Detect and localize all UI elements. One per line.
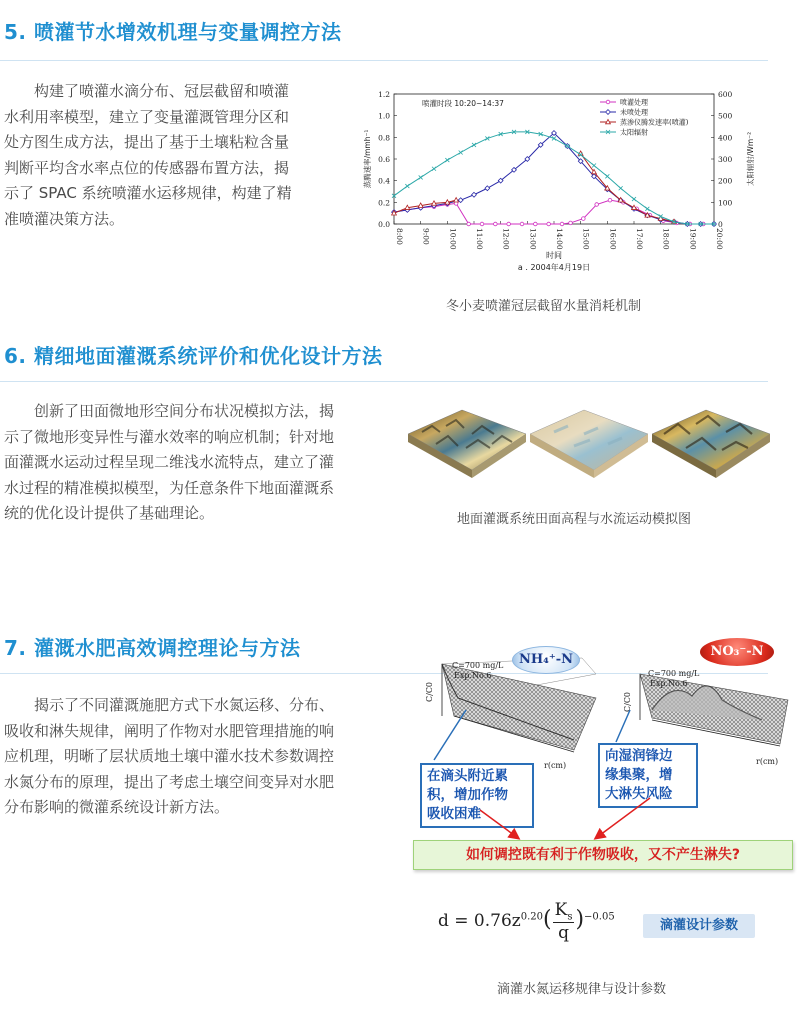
data-point: [547, 222, 551, 226]
x-axis-label: 时间: [546, 251, 562, 260]
axis-c-label: C/C0: [425, 681, 434, 702]
legend-label: 喷灌处理: [620, 98, 648, 107]
callout-line: 吸收困难: [427, 806, 481, 822]
legend-label: 未喷处理: [620, 108, 648, 117]
data-point: [432, 167, 436, 171]
arrow-icon: [616, 710, 630, 742]
x-tick-label: 17:00: [635, 228, 644, 250]
formula-ks-sub: s: [567, 911, 573, 923]
x-tick-label: 12:00: [501, 228, 511, 250]
y-left-axis-label: 蒸腾速率/mmh⁻¹: [363, 129, 372, 189]
x-tick-label: 18:00: [661, 228, 671, 250]
section-5-title: 5. 喷灌节水增效机理与变量调控方法: [4, 20, 342, 44]
x-tick-label: 20:00: [715, 228, 724, 250]
paragraph-line: 分布影响的微灌系统设计新方法。: [4, 798, 230, 816]
formula-paren: ): [575, 907, 585, 933]
callout-line: 积，增加作物: [427, 787, 508, 803]
axis-r-label: r(cm): [756, 757, 779, 766]
paragraph-line: 应机理，明晰了层状质地土壤中灌水技术参数调控: [4, 747, 335, 765]
section-5-paragraph: [4, 79, 362, 232]
section-7-title: 7. 灌溉水肥高效调控理论与方法: [4, 636, 301, 660]
plot-concentration-label: C=700 mg/L: [452, 661, 504, 670]
data-point: [582, 217, 586, 221]
section-5-caption: 冬小麦喷灌冠层截留水量消耗机制: [446, 299, 642, 314]
data-point: [608, 198, 612, 202]
data-point: [606, 100, 610, 104]
x-tick-label: 19:00: [688, 228, 698, 250]
x-tick-label: 8:00: [395, 228, 404, 245]
arrow-icon: [480, 810, 518, 838]
y-right-tick-label: 100: [718, 198, 733, 208]
arrow-icon: [434, 710, 466, 760]
arrow-icon: [596, 798, 650, 838]
paragraph-line: 创新了田面微地形空间分布状况模拟方法，揭: [34, 402, 335, 420]
data-point: [534, 222, 538, 226]
section-5-divider: [0, 60, 768, 61]
y-right-tick-label: 300: [718, 155, 733, 164]
x-tick-label: 13:00: [528, 228, 538, 250]
design-formula: [438, 900, 615, 943]
paragraph-line: 水利用率模型，建立了变量灌溉管理分区和: [4, 107, 290, 126]
data-point: [560, 222, 564, 226]
y-right-tick-label: 200: [718, 176, 733, 186]
section-7-caption: 滴灌水氮运移规律与设计参数: [497, 982, 667, 997]
chart-series-1: [392, 131, 717, 227]
data-point: [454, 198, 459, 202]
data-point: [467, 222, 471, 226]
y-left-tick-label: 0.0: [378, 220, 390, 229]
terrain-surface-image: [402, 404, 530, 484]
y-right-tick-label: 400: [718, 133, 733, 143]
formula-lhs: d = 0.76z: [438, 911, 521, 932]
plot-experiment-label: Exp.No.6: [650, 679, 688, 688]
paragraph-line: 判断平均含水率点位的传感器布置方法，揭: [4, 158, 290, 177]
chart-annotation: 喷灌时段 10:20~14:37: [422, 99, 504, 108]
chart-series-2: [392, 151, 677, 224]
series-line: [394, 154, 674, 222]
data-point: [595, 203, 599, 207]
y-left-tick-label: 0.8: [378, 133, 390, 143]
x-tick-label: 14:00: [555, 228, 564, 250]
y-left-tick-label: 0.4: [378, 176, 390, 186]
legend-label: 蒸渗仪腾发速率(喷灌): [620, 118, 689, 127]
formula-denominator: q: [558, 923, 569, 944]
nh4-badge: NH₄⁺-N: [512, 646, 580, 674]
paragraph-line: 吸收和淋失规律，阐明了作物对水肥管理措施的响: [4, 721, 335, 740]
paragraph-line: 水氮分布的原理，提出了考虑土壤空间变异对水肥: [4, 772, 335, 791]
data-point: [605, 174, 609, 178]
paragraph-line: 构建了喷灌水滴分布、冠层截留和喷灌: [34, 82, 290, 100]
paragraph-line: 统的优化设计提供了基础理论。: [4, 504, 215, 522]
section-7-paragraph: [4, 693, 362, 821]
paragraph-line: 面灌溉水运动过程呈现二维浅水流特点，建立了灌: [4, 453, 335, 471]
y-right-tick-label: 600: [718, 90, 733, 99]
data-point: [419, 175, 423, 179]
y-left-tick-label: 1.2: [378, 90, 390, 99]
evapotranspiration-chart: [360, 86, 760, 286]
formula-ks: K: [554, 900, 568, 920]
data-point: [645, 207, 649, 211]
section-6-caption: 地面灌溉系统田面高程与水流运动模拟图: [457, 512, 692, 527]
data-point: [480, 222, 484, 226]
paragraph-line: 水过程的精准模拟模型，为任意条件下地面灌溉系: [4, 478, 335, 497]
paragraph-line: 准喷灌决策方法。: [4, 209, 125, 228]
formula-numerator: [553, 900, 575, 923]
paragraph-line: 揭示了不同灌溉施肥方式下水氮运移、分布、: [34, 696, 335, 714]
chart-note: a . 2004年4月19日: [517, 263, 591, 272]
data-point: [458, 198, 463, 203]
no3-badge: NO₃⁻-N: [700, 638, 774, 666]
axis-c-label: C/C0: [623, 691, 632, 712]
section-6-paragraph: [4, 399, 362, 527]
x-tick-label: 16:00: [608, 228, 618, 250]
data-point: [472, 143, 476, 147]
paragraph-line: 示了 SPAC 系统喷灌水运移规律，构建了精: [4, 184, 292, 202]
data-point: [445, 158, 449, 162]
callout-line: 向湿润锋边: [605, 748, 673, 764]
terrain-surface-image: [524, 404, 652, 484]
x-tick-label: 9:00: [421, 228, 431, 245]
y-right-tick-label: 0: [718, 220, 723, 229]
data-point: [472, 192, 477, 197]
y-right-axis-label: 太阳辐射/Wm⁻²: [746, 131, 755, 187]
data-point: [592, 164, 596, 168]
connector-arrows: [400, 700, 780, 845]
terrain-surface-image: [646, 404, 774, 484]
data-point: [507, 222, 511, 226]
chart-series-3: [392, 130, 716, 226]
plot-concentration-label: C=700 mg/L: [648, 669, 700, 678]
data-point: [405, 184, 409, 188]
y-left-tick-label: 1.0: [378, 111, 390, 121]
section-6-title: 6. 精细地面灌溉系统评价和优化设计方法: [4, 344, 383, 368]
data-point: [459, 151, 463, 155]
callout-line: 在滴头附近累: [427, 768, 508, 784]
formula-exponent: 0.20: [520, 911, 544, 923]
x-tick-label: 11:00: [475, 228, 484, 250]
data-point: [520, 222, 524, 226]
plot-experiment-label: Exp.No.6: [454, 671, 492, 680]
design-parameter-label: 滴灌设计参数: [643, 914, 755, 938]
key-question-banner: 如何调控既有利于作物吸收，又不产生淋失?: [413, 840, 793, 870]
paragraph-line: 示了微地形变异性与灌水效率的响应机制；针对地: [4, 427, 335, 446]
data-point: [632, 197, 636, 201]
callout-line: 大淋失风险: [605, 786, 673, 802]
series-line: [394, 133, 714, 224]
series-line: [394, 132, 714, 224]
y-right-tick-label: 500: [718, 111, 733, 121]
data-point: [494, 222, 498, 226]
formula-fraction: [553, 900, 575, 943]
data-point: [569, 221, 573, 225]
data-point: [619, 186, 623, 190]
x-tick-label: 10:00: [448, 228, 458, 250]
formula-exponent: −0.05: [584, 911, 615, 923]
axis-r-label: r(cm): [544, 761, 567, 770]
y-left-tick-label: 0.2: [378, 198, 390, 208]
x-tick-label: 15:00: [581, 228, 591, 250]
paragraph-line: 处方图生成方法，提出了基于土壤粘粒含量: [4, 133, 290, 151]
legend-label: 太阳辐射: [620, 128, 648, 137]
data-point: [606, 110, 611, 115]
y-left-tick-label: 0.6: [378, 155, 390, 164]
formula-paren: (: [543, 907, 552, 933]
section-6-divider: [0, 381, 768, 382]
data-point: [485, 186, 490, 191]
callout-line: 缘集聚，增: [605, 767, 673, 783]
